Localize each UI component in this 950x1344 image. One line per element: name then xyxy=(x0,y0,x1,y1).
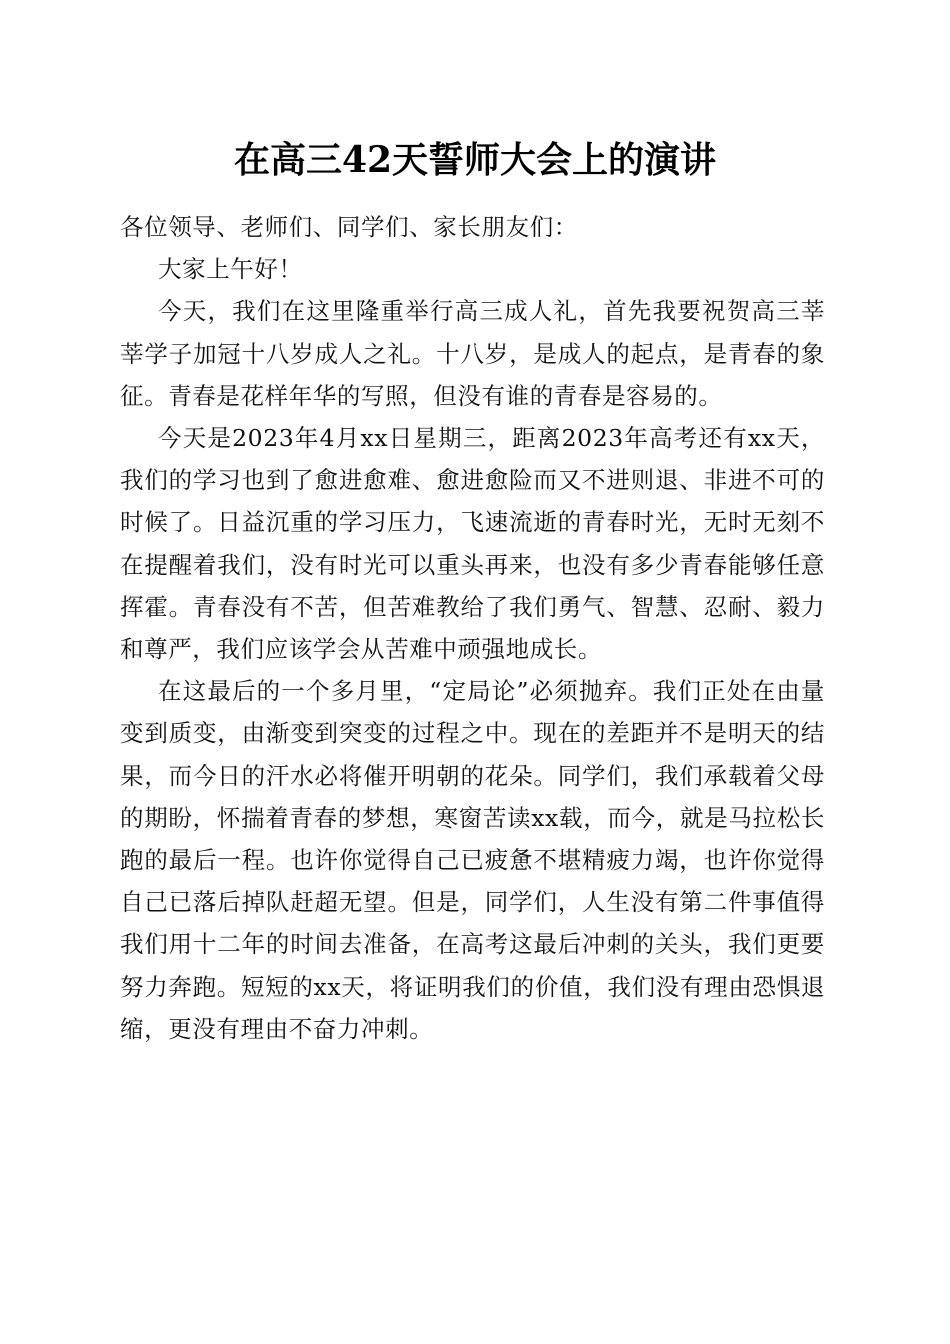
document-body xyxy=(120,206,825,1050)
paragraph-countdown: 今天是2023年4月xx日星期三，距离2023年高考还有xx天，我们的学习也到了愈进愈难、愈进愈险而又不进则退、非进不可的时候了。日益沉重的学习压力，飞速流逝的青春时光，无时无刻不在提醒着我们，没有时光可以重头再来，也没有多少青春能够任意挥霍。青春没有不苦，但苦难教给了我们勇气、智慧、忍耐、毅力和尊严，我们应该学会从苦难中顽强地成长。 xyxy=(120,424,825,664)
salutation: 各位领导、老师们、同学们、家长朋友们： xyxy=(120,213,578,241)
paragraph-final-sprint: 在这最后的一个多月里，“定局论”必须抛弃。我们正处在由量变到质变，由渐变到突变的过程之中。现在的差距并不是明天的结果，而今日的汗水必将催开明朝的花朵。同学们，我们承载着父母的期盼，怀揣着青春的梦想，寒窗苦读xx载，而今，就是马拉松长跑的最后一程。也许你觉得自己已疲惫不堪精疲力竭，也许你觉得自己已落后掉队赶超无望。但是，同学们，人生没有第二件事值得我们用十二年的时间去准备，在高考这最后冲刺的关头，我们更要努力奔跑。短短的xx天，将证明我们的价值，我们没有理由恐惧退缩，更没有理由不奋力冲刺。 xyxy=(120,677,825,1043)
page-title: 在高三42天誓师大会上的演讲 xyxy=(233,139,717,181)
paragraph-greeting: 大家上午好！ xyxy=(158,255,303,284)
paragraph-coming-of-age: 今天，我们在这里隆重举行高三成人礼，首先我要祝贺高三莘莘学子加冠十八岁成人之礼。十八岁，是成人的起点，是青春的象征。青春是花样年华的写照，但没有谁的青春是容易的。 xyxy=(120,297,825,410)
